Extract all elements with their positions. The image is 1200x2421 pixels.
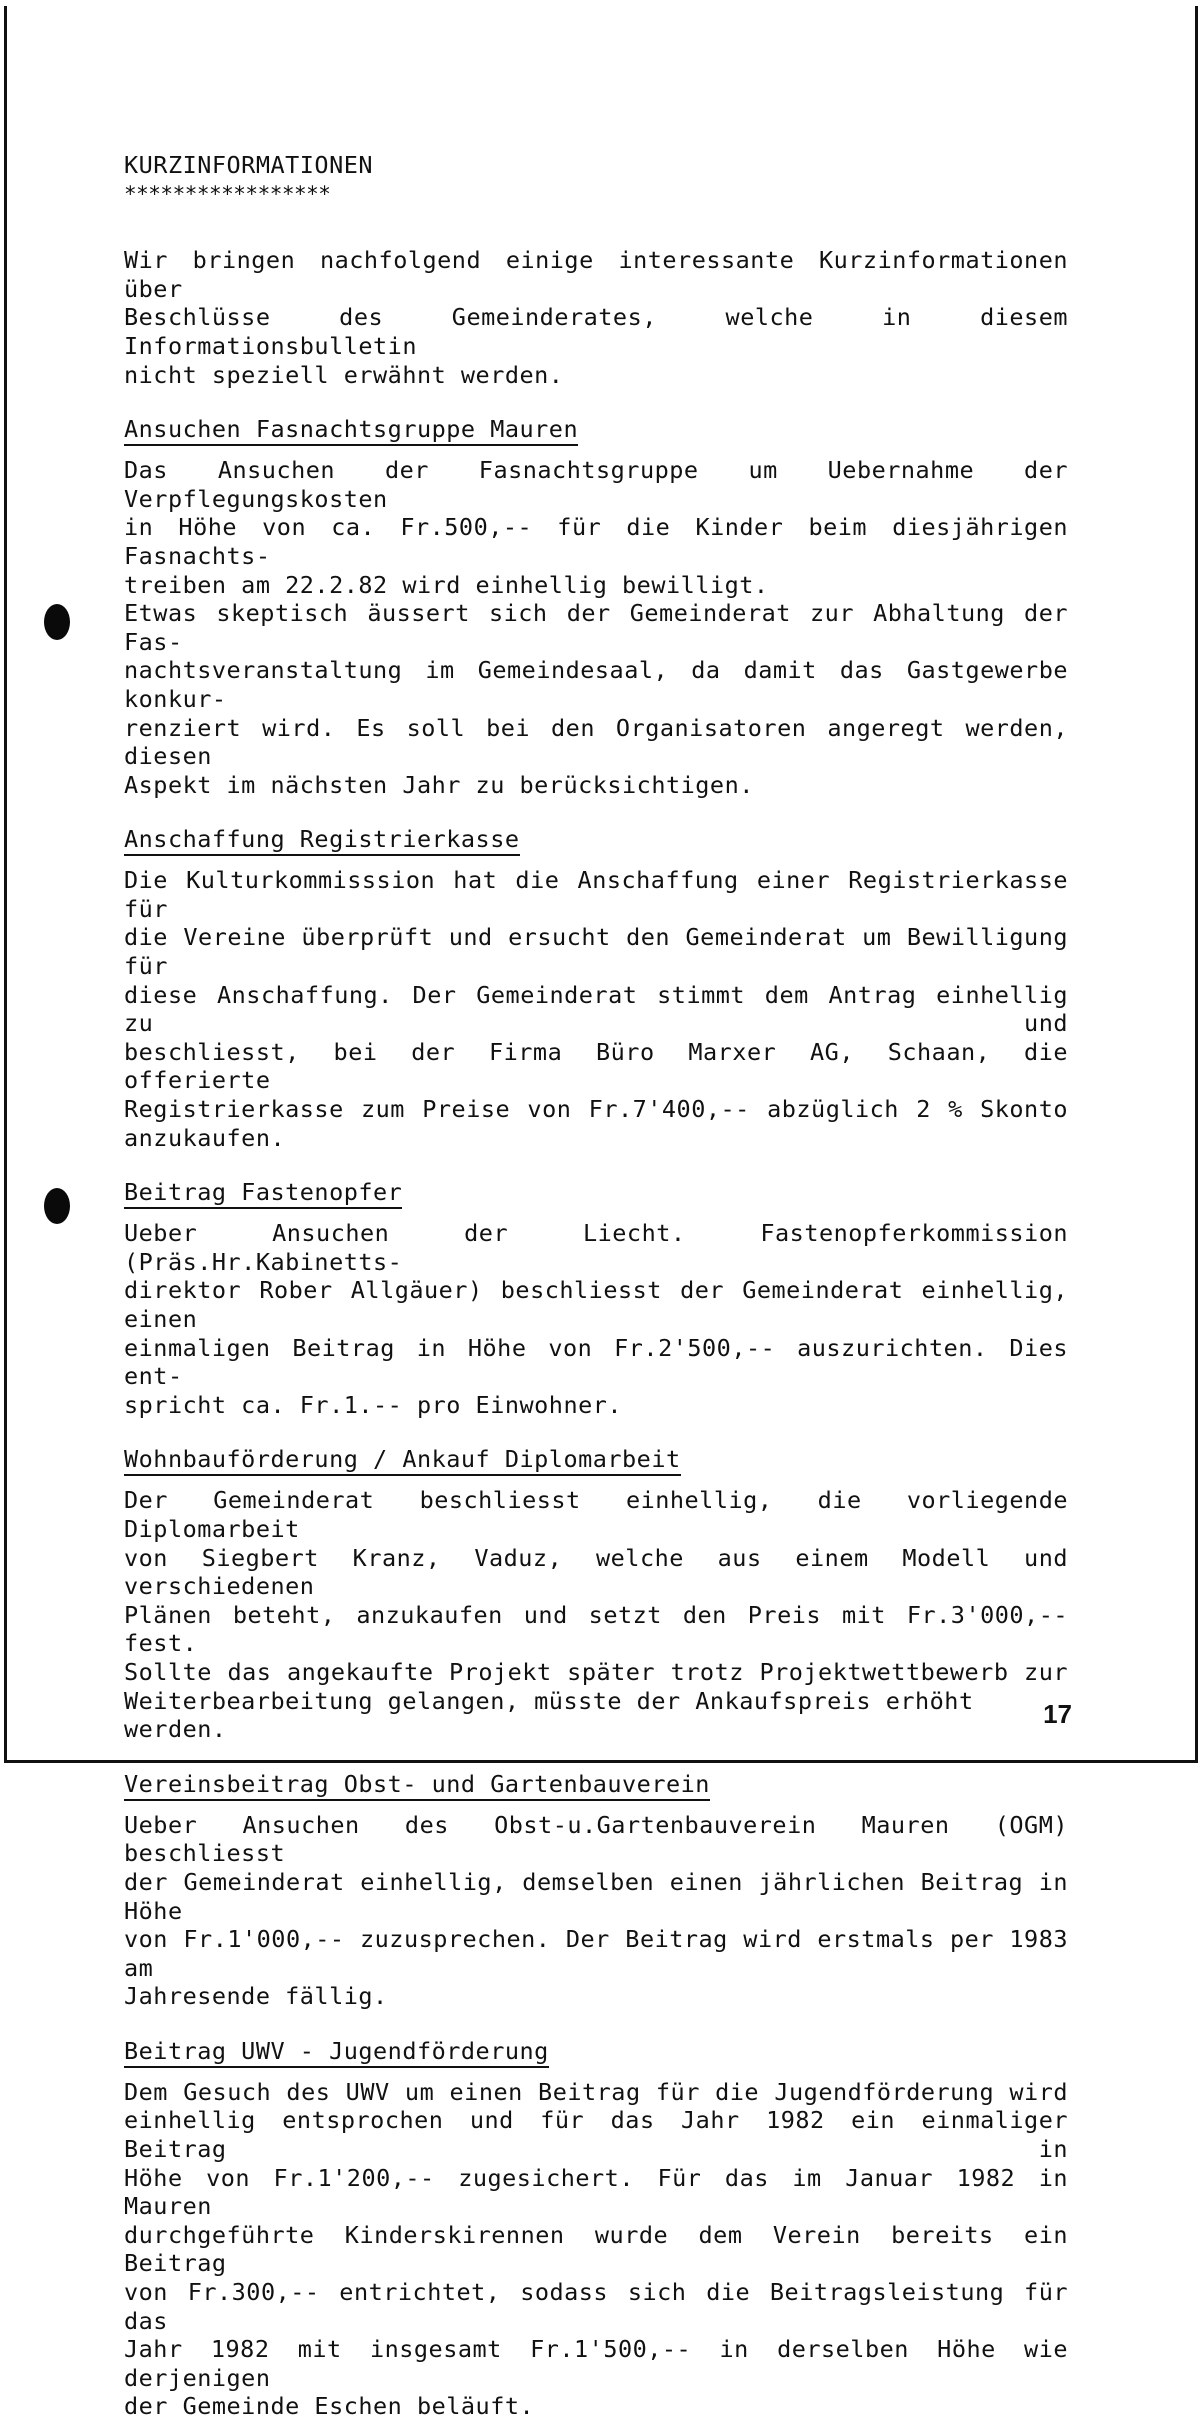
text-line: von Fr.1'000,-- zuzusprechen. Der Beitrag wird erstmals per 1983 am	[124, 1925, 1068, 1982]
title-star-underline: *****************	[124, 181, 331, 206]
text-line: in Höhe von ca. Fr.500,-- für die Kinder beim diesjährigen Fasnachts-	[124, 513, 1068, 570]
section	[124, 825, 1068, 1152]
text-line: diese Anschaffung. Der Gemeinderat stimmt dem Antrag einhellig zu und	[124, 980, 1068, 1038]
section-heading: Beitrag UWV - Jugendförderung	[124, 2037, 549, 2068]
text-line: Der Gemeinderat beschliesst einhellig, die vorliegende Diplomarbeit	[124, 1486, 1068, 1543]
section-body	[124, 1486, 1068, 1743]
text-line: nachtsveranstaltung im Gemeindesaal, da damit das Gastgewerbe konkur-	[124, 656, 1068, 713]
text-line: durchgeführte Kinderskirennen wurde dem Verein bereits ein Beitrag	[124, 2220, 1068, 2278]
text-line: Registrierkasse zum Preise von Fr.7'400,-- abzüglich 2 % Skonto	[124, 1095, 1068, 1124]
page-title: KURZINFORMATIONEN	[124, 151, 374, 179]
text-line: Jahresende fällig.	[124, 1982, 388, 2011]
punch-hole-top	[44, 604, 70, 640]
text-line: einmaligen Beitrag in Höhe von Fr.2'500,-- auszurichten. Dies ent-	[124, 1333, 1068, 1391]
text-line: Beschlüsse des Gemeinderates, welche in diesem Informationsbulletin	[124, 303, 1068, 360]
section	[124, 415, 1068, 799]
section-heading: Wohnbauförderung / Ankauf Diplomarbeit	[124, 1445, 681, 1476]
intro-paragraph	[124, 246, 1068, 389]
sections-container	[124, 415, 1068, 2421]
section	[124, 2037, 1068, 2421]
text-line: der Gemeinde Eschen beläuft.	[124, 2392, 535, 2421]
page-number: 17	[1043, 1699, 1072, 1729]
text-line: beschliesst, bei der Firma Büro Marxer AG, Schaan, die offerierte	[124, 1037, 1068, 1095]
text-line: von Fr.300,-- entrichtet, sodass sich die Beitragsleistung für das	[124, 2278, 1068, 2335]
text-line: Sollte das angekaufte Projekt später trotz Projektwettbewerb zur	[124, 1657, 1068, 1686]
section-body	[124, 1219, 1068, 1419]
text-line: Die Kulturkommisssion hat die Anschaffung einer Registrierkasse für	[124, 866, 1068, 923]
text-line: der Gemeinderat einhellig, demselben einen jährlichen Beitrag in Höhe	[124, 1867, 1068, 1925]
text-line: Aspekt im nächsten Jahr zu berücksichtigen.	[124, 770, 754, 799]
section-heading: Vereinsbeitrag Obst- und Gartenbauverein	[124, 1770, 710, 1801]
text-line: Weiterbearbeitung gelangen, müsste der Ankaufspreis erhöht werden.	[124, 1686, 974, 1744]
section	[124, 1770, 1068, 2011]
text-line: Höhe von Fr.1'200,-- zugesichert. Für das im Januar 1982 in Mauren	[124, 2163, 1068, 2221]
text-line: spricht ca. Fr.1.-- pro Einwohner.	[124, 1390, 623, 1419]
text-line: Plänen beteht, anzukaufen und setzt den Preis mit Fr.3'000,-- fest.	[124, 1600, 1068, 1658]
section	[124, 1178, 1068, 1419]
section-body	[124, 2078, 1068, 2421]
section	[124, 1445, 1068, 1743]
section-heading: Beitrag Fastenopfer	[124, 1178, 402, 1209]
text-line: Ueber Ansuchen der Liecht. Fastenopferkommission (Präs.Hr.Kabinetts-	[124, 1219, 1068, 1276]
text-line: treiben am 22.2.82 wird einhellig bewilligt.	[124, 570, 769, 599]
text-line: anzukaufen.	[124, 1123, 286, 1152]
section-heading: Ansuchen Fasnachtsgruppe Mauren	[124, 415, 578, 446]
text-line: einhellig entsprochen und für das Jahr 1982 ein einmaliger Beitrag in	[124, 2106, 1068, 2164]
text-line: nicht speziell erwähnt werden.	[124, 360, 564, 389]
text-line: renziert wird. Es soll bei den Organisatoren angeregt werden, diesen	[124, 713, 1068, 771]
document-body	[124, 151, 1068, 2421]
text-line: Das Ansuchen der Fasnachtsgruppe um Uebernahme der Verpflegungskosten	[124, 456, 1068, 513]
section-body	[124, 1811, 1068, 2011]
text-line: Jahr 1982 mit insgesamt Fr.1'500,-- in derselben Höhe wie derjenigen	[124, 2335, 1068, 2392]
text-line: Etwas skeptisch äussert sich der Gemeinderat zur Abhaltung der Fas-	[124, 599, 1068, 656]
section-body	[124, 866, 1068, 1152]
text-line: Wir bringen nachfolgend einige interessante Kurzinformationen über	[124, 246, 1068, 303]
section-heading: Anschaffung Registrierkasse	[124, 825, 520, 856]
text-line: von Siegbert Kranz, Vaduz, welche aus einem Modell und verschiedenen	[124, 1543, 1068, 1601]
punch-hole-bottom	[44, 1188, 70, 1224]
text-line: direktor Rober Allgäuer) beschliesst der Gemeinderat einhellig, einen	[124, 1276, 1068, 1333]
section-body	[124, 456, 1068, 799]
text-line: die Vereine überprüft und ersucht den Gemeinderat um Bewilligung für	[124, 923, 1068, 981]
text-line: Ueber Ansuchen des Obst-u.Gartenbauverein Mauren (OGM) beschliesst	[124, 1810, 1068, 1868]
text-line: Dem Gesuch des UWV um einen Beitrag für die Jugendförderung wird	[124, 2077, 1068, 2106]
